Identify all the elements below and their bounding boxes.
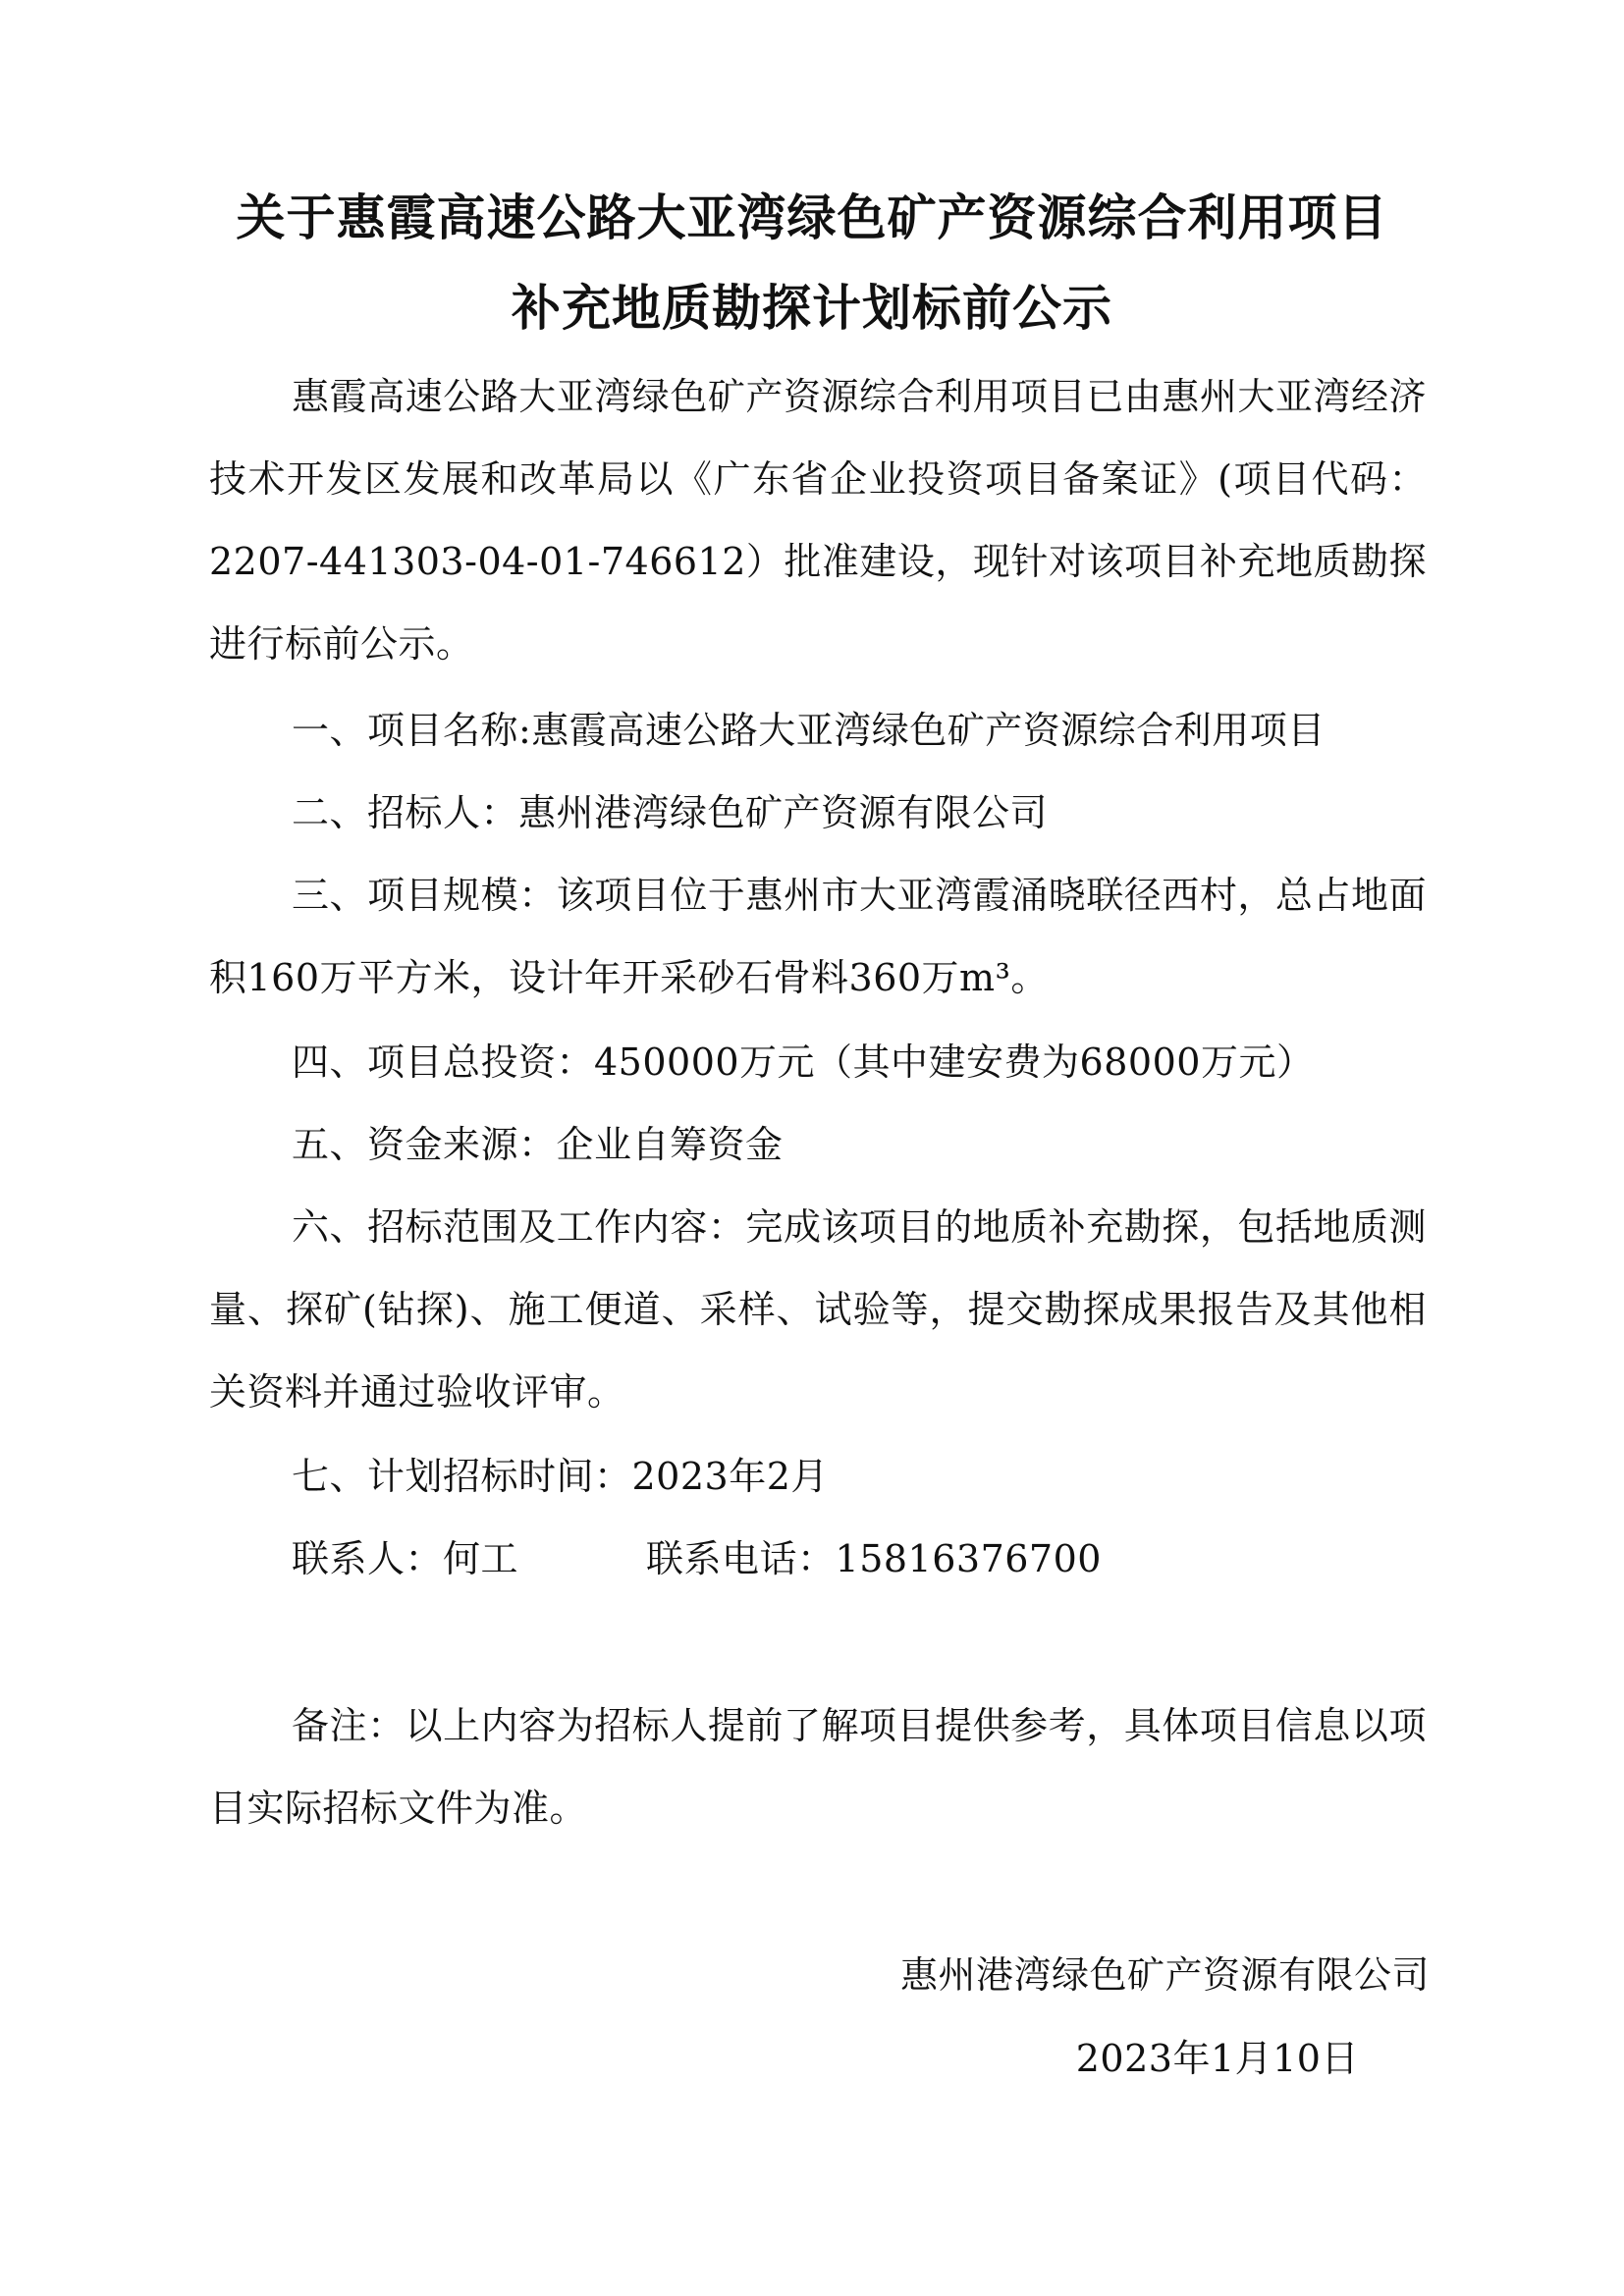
signer-company: 惠州港湾绿色矿产资源有限公司	[899, 1953, 1430, 1997]
contact-phone: 联系电话：15816376700	[646, 1537, 1102, 1580]
document-title-line-2: 补充地质勘探计划标前公示	[512, 280, 1112, 337]
item-total-investment: 四、项目总投资：450000万元（其中建安费为68000万元）	[292, 1041, 1315, 1084]
item-tenderer: 二、招标人：惠州港湾绿色矿产资源有限公司	[292, 791, 1049, 834]
note-paragraph: 备注：以上内容为招标人提前了解项目提供参考，具体项目信息以项目实际招标文件为准。	[209, 1704, 1427, 1830]
item-planned-tender-time: 七、计划招标时间：2023年2月	[292, 1455, 829, 1498]
item-project-scale: 三、项目规模：该项目位于惠州市大亚湾霞涌晓联径西村，总占地面积160万平方米，设计年开采砂石骨料360万m³。	[209, 874, 1427, 999]
contact-line	[292, 1518, 1431, 1600]
item-scope-of-work: 六、招标范围及工作内容：完成该项目的地质补充勘探，包括地质测量、探矿(钻探)、施工便道、采样、试验等，提交勘探成果报告及其他相关资料并通过验收评审。	[209, 1205, 1427, 1414]
item-funding-source: 五、资金来源：企业自筹资金	[292, 1123, 784, 1166]
signature-date: 2023年1月10日	[1075, 2037, 1359, 2080]
document-title-line-1: 关于惠霞高速公路大亚湾绿色矿产资源综合利用项目	[236, 189, 1388, 246]
intro-paragraph: 惠霞高速公路大亚湾绿色矿产资源综合利用项目已由惠州大亚湾经济技术开发区发展和改革局以《广东省企业投资项目备案证》(项目代码：2207-441303-04-01-746612）批准建设，现针对该项目补充地质勘探进行标前公示。	[209, 375, 1427, 666]
item-project-name: 一、项目名称:惠霞高速公路大亚湾绿色矿产资源综合利用项目	[292, 709, 1326, 752]
contact-person: 联系人：何工	[292, 1537, 519, 1580]
